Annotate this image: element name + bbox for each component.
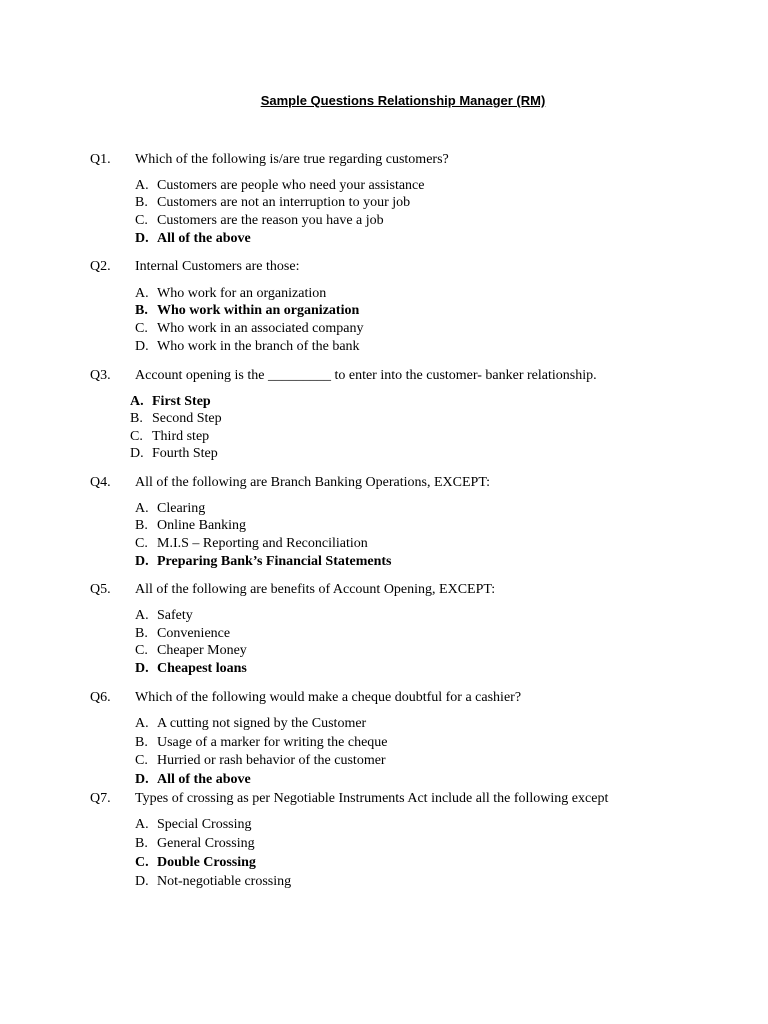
option-a (135, 177, 424, 195)
option-text: Special Crossing (157, 817, 252, 832)
option-text: Cheapest loans (157, 661, 247, 676)
option-text: Not-negotiable crossing (157, 874, 292, 889)
option-d-answer (135, 660, 247, 678)
option-letter: A. (135, 817, 149, 832)
option-c (135, 642, 247, 660)
option-letter: A. (135, 501, 149, 516)
option-c (135, 212, 384, 230)
option-letter: D. (135, 661, 149, 676)
option-letter: C. (135, 213, 148, 228)
question-text: Internal Customers are those: (135, 259, 300, 274)
option-b-answer (135, 302, 359, 320)
option-text: Preparing Bank’s Financial Statements (157, 554, 392, 569)
option-text: Customers are people who need your assistance (157, 178, 425, 193)
option-text: Clearing (157, 501, 206, 516)
option-letter: B. (135, 195, 148, 210)
question-text: Which of the following is/are true regarding customers? (135, 152, 449, 167)
option-letter: A. (135, 178, 149, 193)
option-text: Usage of a marker for writing the cheque (157, 735, 388, 750)
option-b (135, 625, 230, 643)
question-text: All of the following are Branch Banking Operations, EXCEPT: (135, 475, 491, 490)
option-letter: C. (135, 643, 148, 658)
option-text: First Step (152, 394, 211, 409)
option-b (135, 835, 255, 853)
option-text: Who work in the branch of the bank (157, 339, 360, 354)
question-text: Account opening is the _________ to enter into the customer- banker relationship. (135, 368, 597, 383)
option-b (135, 734, 388, 752)
option-text: Safety (157, 608, 193, 623)
option-letter: C. (135, 753, 148, 768)
option-letter: A. (135, 608, 149, 623)
option-letter: C. (135, 321, 148, 336)
option-text: All of the above (157, 231, 251, 246)
option-letter: C. (135, 855, 149, 870)
question-text: All of the following are benefits of Account Opening, EXCEPT: (135, 582, 496, 597)
option-d (135, 338, 360, 356)
option-c (130, 428, 209, 446)
option-letter: D. (135, 231, 149, 246)
option-text: Third step (152, 429, 210, 444)
option-letter: A. (135, 286, 149, 301)
option-letter: B. (135, 626, 148, 641)
option-letter: B. (135, 735, 148, 750)
option-d-answer (135, 771, 251, 789)
option-text: Fourth Step (152, 446, 218, 461)
option-d-answer (135, 553, 392, 571)
option-a (135, 500, 205, 518)
option-c (135, 752, 386, 770)
option-c-answer (135, 854, 256, 872)
option-text: Cheaper Money (157, 643, 247, 658)
question-number: Q3. (90, 368, 111, 383)
option-text: General Crossing (157, 836, 255, 851)
question-number: Q2. (90, 259, 111, 274)
option-letter: B. (135, 518, 148, 533)
page-title: Sample Questions Relationship Manager (RM) (260, 93, 546, 108)
option-d (130, 445, 218, 463)
option-c (135, 320, 363, 338)
option-text: Who work within an organization (157, 303, 360, 318)
option-c (135, 535, 368, 553)
option-letter: A. (130, 394, 144, 409)
option-letter: B. (135, 303, 148, 318)
question-number: Q7. (90, 791, 111, 806)
option-letter: D. (135, 554, 149, 569)
option-letter: D. (135, 772, 149, 787)
option-d (135, 873, 291, 891)
option-text: Customers are not an interruption to your job (157, 195, 411, 210)
option-text: Online Banking (157, 518, 247, 533)
question-number: Q1. (90, 152, 111, 167)
option-letter: C. (135, 536, 148, 551)
option-text: Convenience (157, 626, 231, 641)
option-letter: A. (135, 716, 149, 731)
option-text: Hurried or rash behavior of the customer (157, 753, 386, 768)
option-text: M.I.S – Reporting and Reconciliation (157, 536, 368, 551)
option-letter: B. (130, 411, 143, 426)
option-letter: D. (135, 874, 149, 889)
question-number: Q4. (90, 475, 111, 490)
option-d-answer (135, 230, 251, 248)
option-text: Second Step (152, 411, 222, 426)
option-letter: D. (130, 446, 144, 461)
option-letter: D. (135, 339, 149, 354)
option-text: A cutting not signed by the Customer (157, 716, 367, 731)
option-letter: B. (135, 836, 148, 851)
question-number: Q5. (90, 582, 111, 597)
option-text: Double Crossing (157, 855, 256, 870)
option-b (135, 517, 246, 535)
option-a-answer (130, 393, 211, 411)
option-a (135, 607, 193, 625)
option-a (135, 816, 252, 834)
option-b (135, 194, 410, 212)
option-text: Who work for an organization (157, 286, 327, 301)
option-b (130, 410, 222, 428)
question-text: Types of crossing as per Negotiable Instruments Act include all the following except (135, 791, 609, 806)
option-letter: C. (130, 429, 143, 444)
question-text: Which of the following would make a cheque doubtful for a cashier? (135, 690, 522, 705)
option-a (135, 715, 366, 733)
option-text: Who work in an associated company (157, 321, 364, 336)
option-a (135, 285, 326, 303)
option-text: Customers are the reason you have a job (157, 213, 384, 228)
question-number: Q6. (90, 690, 111, 705)
option-text: All of the above (157, 772, 251, 787)
